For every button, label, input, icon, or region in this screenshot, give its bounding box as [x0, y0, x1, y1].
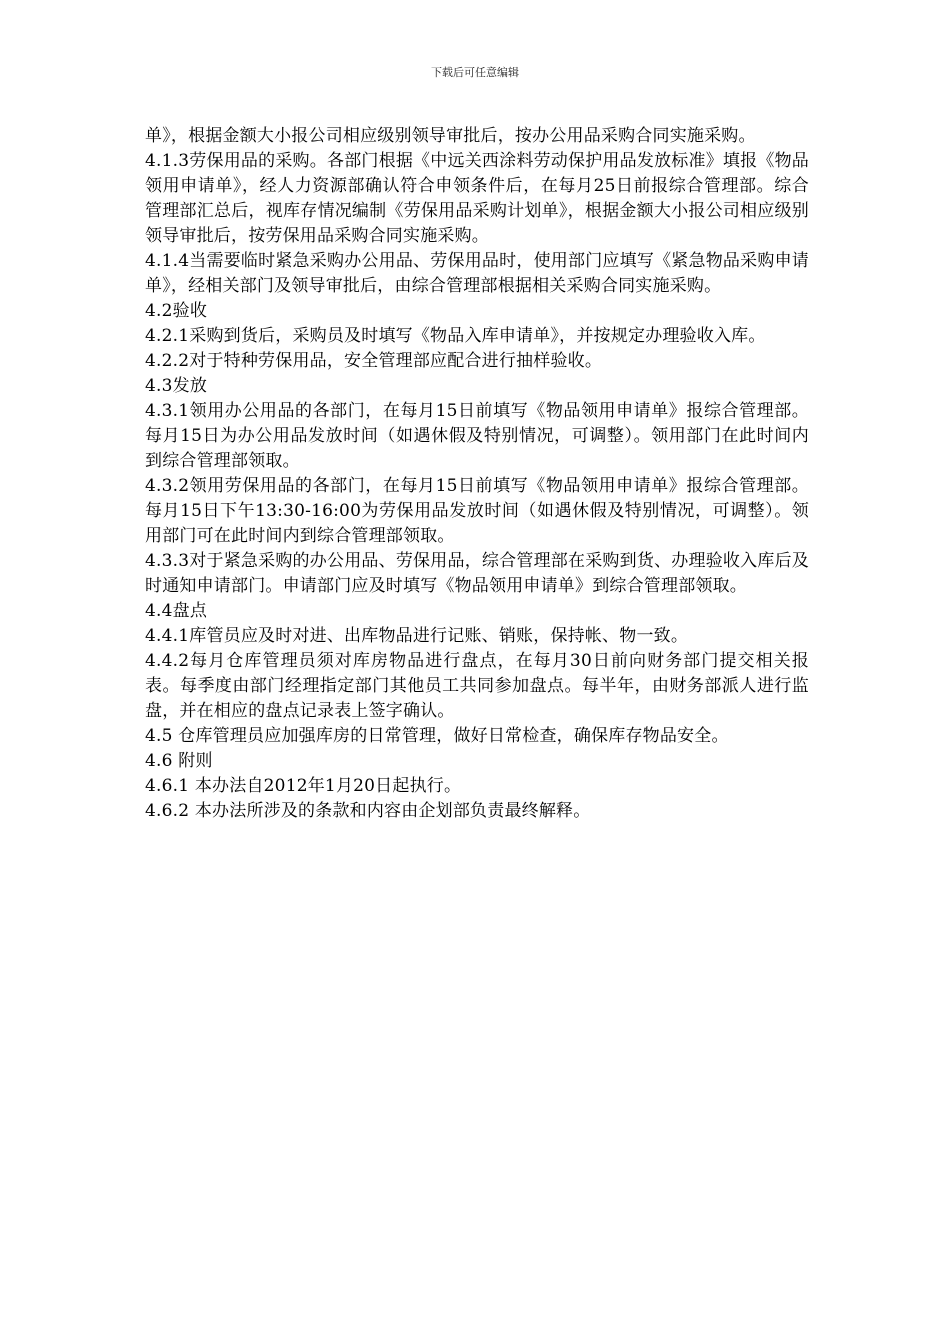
- paragraph-4-3-2: 4.3.2领用劳保用品的各部门，在每月15日前填写《物品领用申请单》报综合管理部。每月15日下午13:30-16:00为劳保用品发放时间（如遇休假及特别情况，可调整）。领用部门可在此时间内到综合管理部领取。: [145, 476, 809, 546]
- heading-4-6: 4.6 附则: [145, 751, 213, 771]
- document-body: [145, 124, 809, 824]
- paragraph-4-4-1: 4.4.1库管员应及时对进、出库物品进行记账、销账，保持帐、物一致。: [145, 626, 689, 646]
- paragraph-procurement-office-cont: 单》，根据金额大小报公司相应级别领导审批后，按办公用品采购合同实施采购。: [145, 126, 756, 146]
- paragraph-4-1-3: 4.1.3劳保用品的采购。各部门根据《中远关西涂料劳动保护用品发放标准》填报《物品领用申请单》，经人力资源部确认符合申领条件后，在每月25日前报综合管理部。综合管理部汇总后，视库存情况编制《劳保用品采购计划单》，根据金额大小报公司相应级别领导审批后，按劳保用品采购合同实施采购。: [145, 151, 809, 246]
- paragraph-4-2-1: 4.2.1采购到货后，采购员及时填写《物品入库申请单》，并按规定办理验收入库。: [145, 326, 766, 346]
- paragraph-4-1-4: 4.1.4当需要临时紧急采购办公用品、劳保用品时，使用部门应填写《紧急物品采购申请单》，经相关部门及领导审批后，由综合管理部根据相关采购合同实施采购。: [145, 251, 809, 296]
- paragraph-4-6-1: 4.6.1 本办法自2012年1月20日起执行。: [145, 776, 462, 796]
- heading-4-2: 4.2验收: [145, 301, 208, 321]
- paragraph-4-6-2: 4.6.2 本办法所涉及的条款和内容由企划部负责最终解释。: [145, 801, 591, 821]
- paragraph-4-2-2: 4.2.2对于特种劳保用品，安全管理部应配合进行抽样验收。: [145, 351, 603, 371]
- paragraph-4-5: 4.5 仓库管理员应加强库房的日常管理，做好日常检查，确保库存物品安全。: [145, 726, 729, 746]
- heading-4-4: 4.4盘点: [145, 601, 208, 621]
- paragraph-4-3-1: 4.3.1领用办公用品的各部门，在每月15日前填写《物品领用申请单》报综合管理部。每月15日为办公用品发放时间（如遇休假及特别情况，可调整）。领用部门在此时间内到综合管理部领取。: [145, 401, 809, 471]
- heading-4-3: 4.3发放: [145, 376, 208, 396]
- paragraph-4-4-2: 4.4.2每月仓库管理员须对库房物品进行盘点，在每月30日前向财务部门提交相关报表。每季度由部门经理指定部门其他员工共同参加盘点。每半年，由财务部派人进行监盘，并在相应的盘点记录表上签字确认。: [145, 651, 809, 721]
- paragraph-4-3-3: 4.3.3对于紧急采购的办公用品、劳保用品，综合管理部在采购到货、办理验收入库后及时通知申请部门。申请部门应及时填写《物品领用申请单》到综合管理部领取。: [145, 551, 809, 596]
- page-header: 下载后可任意编辑: [431, 66, 519, 79]
